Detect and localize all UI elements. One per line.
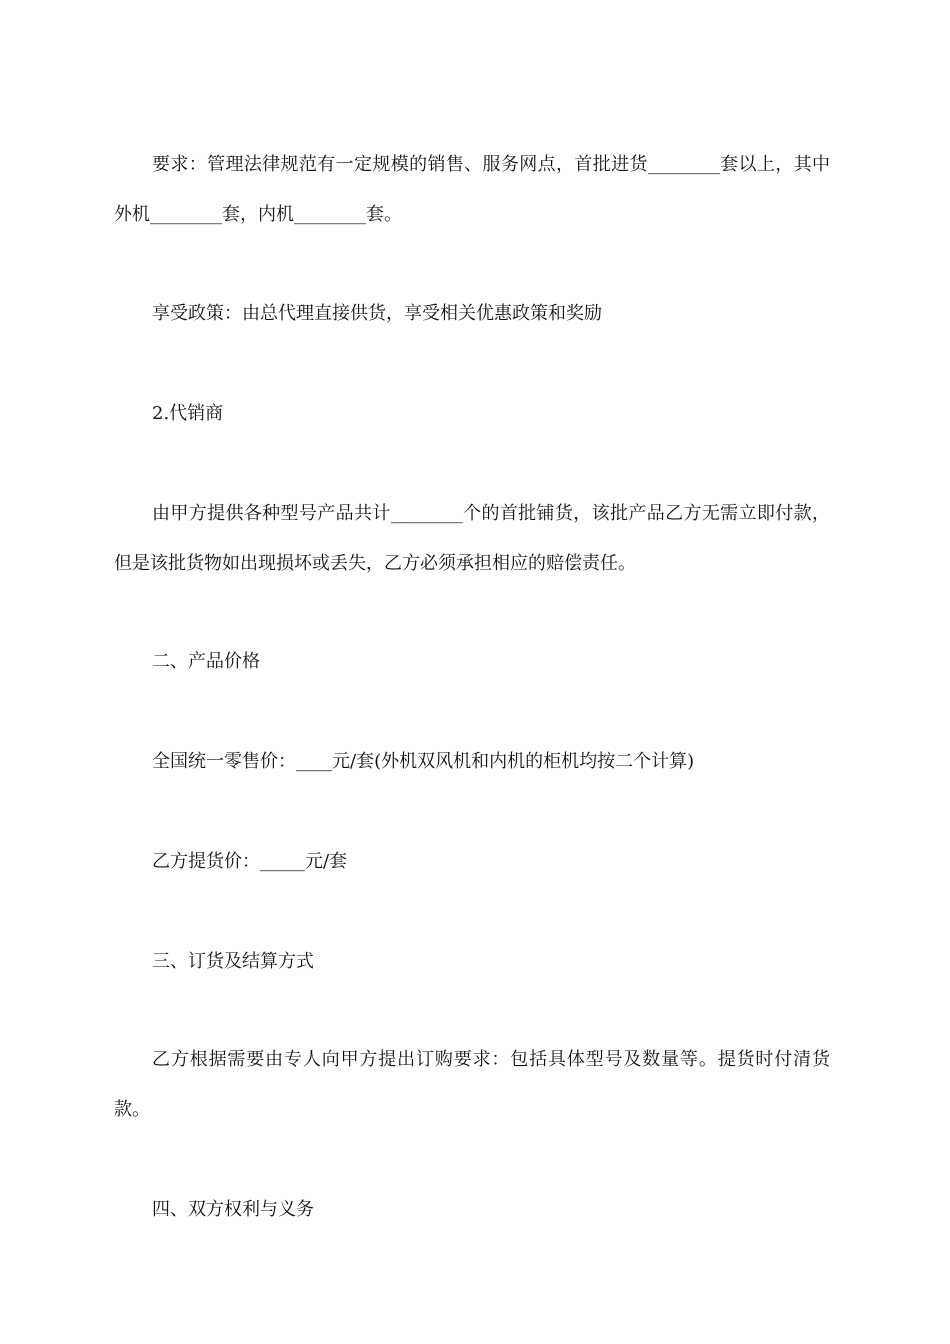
section-heading-rights: 四、双方权利与义务: [152, 1199, 314, 1220]
section-heading-ordering: 三、订货及结算方式: [152, 951, 314, 972]
ordering-paragraph: 乙方根据需要由专人向甲方提出订购要求：包括具体型号及数量等。提货时付清货款。: [114, 1049, 830, 1120]
policy-paragraph: 享受政策：由总代理直接供货，享受相关优惠政策和奖励: [152, 303, 602, 324]
retail-price-paragraph: 全国统一零售价：____元/套(外机双风机和内机的柜机均按二个计算): [152, 751, 695, 772]
pickup-price-paragraph: 乙方提货价：_____元/套: [152, 851, 348, 872]
requirement-paragraph: 要求：管理法律规范有一定规模的销售、服务网点，首批进货________套以上，其中外机________套，内机________套。: [114, 154, 830, 225]
consignment-paragraph: 由甲方提供各种型号产品共计________个的首批铺货，该批产品乙方无需立即付款，但是该批货物如出现损坏或丢失，乙方必须承担相应的赔偿责任。: [114, 503, 830, 574]
consignment-heading: 2.代销商: [152, 403, 224, 424]
section-heading-price: 二、产品价格: [152, 651, 260, 672]
